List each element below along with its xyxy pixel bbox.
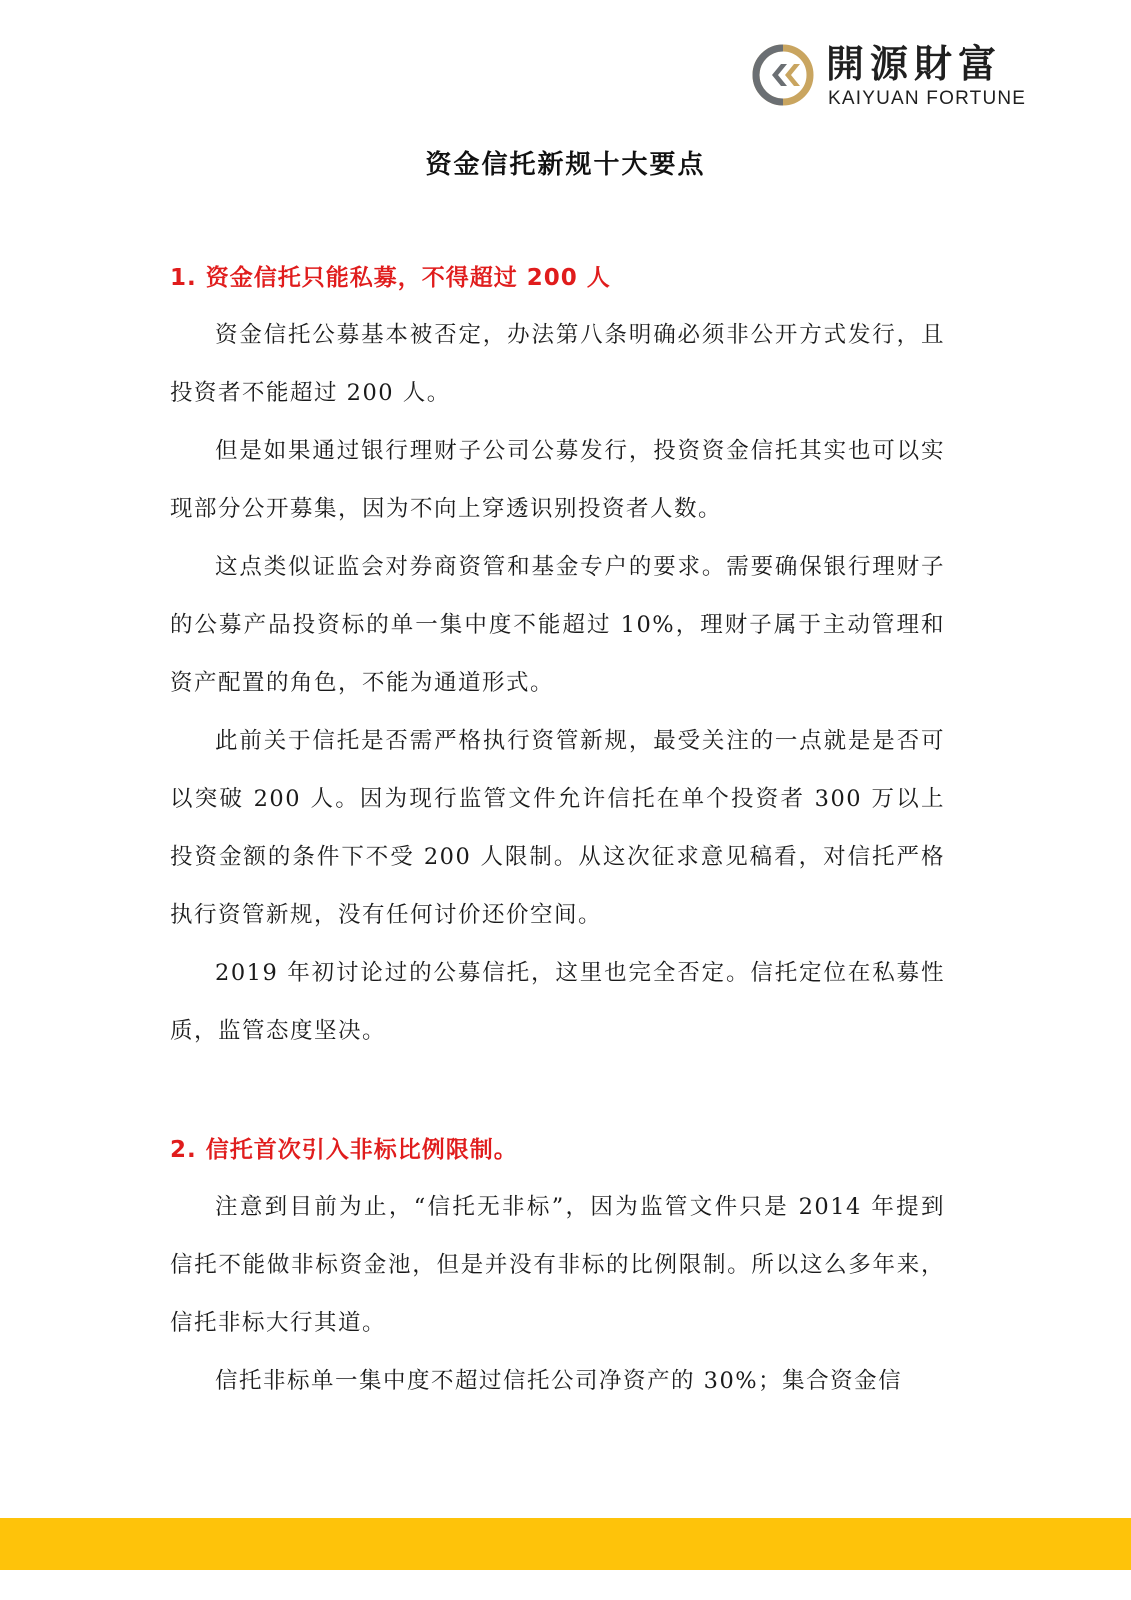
paragraph: 但是如果通过银行理财子公司公募发行，投资资金信托其实也可以实现部分公开募集，因为不向上穿透识别投资者人数。 bbox=[170, 438, 945, 522]
brand-name-cn: 開源財富 bbox=[826, 42, 1003, 86]
paragraph: 信托非标单一集中度不超过信托公司净资产的 30%；集合资金信 bbox=[215, 1368, 903, 1394]
section-1 bbox=[170, 258, 945, 1060]
brand-name-en: KAIYUAN FORTUNE bbox=[828, 88, 1027, 109]
footer-color-bar bbox=[0, 1518, 1131, 1570]
paragraph: 资金信托公募基本被否定，办法第八条明确必须非公开方式发行，且投资者不能超过 200 人。 bbox=[170, 322, 945, 406]
document-title: 资金信托新规十大要点 bbox=[425, 150, 706, 180]
section-heading: 2. 信托首次引入非标比例限制。 bbox=[170, 1137, 518, 1163]
paragraph: 2019 年初讨论过的公募信托，这里也完全否定。信托定位在私募性质，监管态度坚决。 bbox=[170, 960, 945, 1044]
brand-logo bbox=[752, 42, 1052, 112]
paragraph: 此前关于信托是否需严格执行资管新规，最受关注的一点就是是否可以突破 200 人。因为现行监管文件允许信托在单个投资者 300 万以上投资金额的条件下不受 200 人限制。从这次征求意见稿看，对信托严格执行资管新规，没有任何讨价还价空间。 bbox=[170, 728, 945, 928]
section-2 bbox=[170, 1130, 945, 1410]
document-body bbox=[170, 258, 945, 1480]
paragraph: 注意到目前为止，“信托无非标”，因为监管文件只是 2014 年提到信托不能做非标资金池，但是并没有非标的比例限制。所以这么多年来，信托非标大行其道。 bbox=[170, 1194, 945, 1336]
kaiyuan-logo-mark-icon bbox=[752, 44, 814, 106]
paragraph: 这点类似证监会对券商资管和基金专户的要求。需要确保银行理财子的公募产品投资标的单一集中度不能超过 10%，理财子属于主动管理和资产配置的角色，不能为通道形式。 bbox=[170, 554, 945, 696]
section-heading: 1. 资金信托只能私募，不得超过 200 人 bbox=[170, 265, 611, 291]
